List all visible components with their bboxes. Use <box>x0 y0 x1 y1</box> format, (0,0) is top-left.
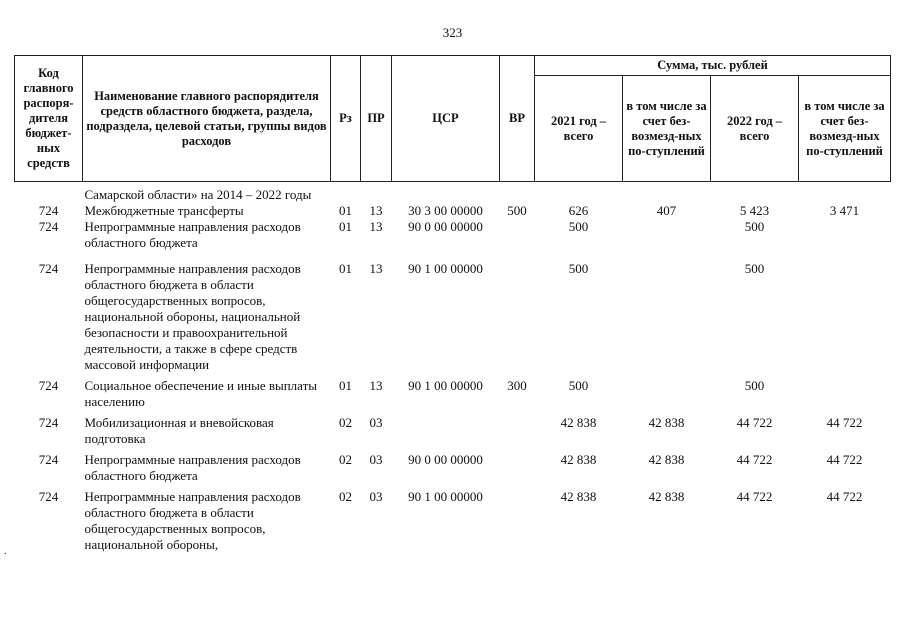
cell-csr: 90 0 00 00000 <box>408 219 483 234</box>
cell-2022-free <box>799 373 891 410</box>
cell-pr: 13 <box>369 203 383 218</box>
cell-name: Непрограммные направления расходов областного бюджета в области общегосударственных вопросов, национальной обороны, <box>84 489 301 552</box>
cell-pr: 13 <box>369 378 383 393</box>
table-row <box>15 373 891 410</box>
cell-code: 724 <box>38 452 59 467</box>
cell-2021-free: 407 <box>656 203 677 218</box>
cell-2021-total: 500 <box>568 261 589 276</box>
cell-2022-free: 44 722 <box>826 452 863 467</box>
cell-name: Непрограммные направления расходов областного бюджета в области общегосударственных вопросов, национальной обороны, национальной безопасности и правоохранительной деятельности, а также в сфере средств массовой информации <box>84 261 301 372</box>
cell-2022-total: 500 <box>744 378 765 393</box>
cell-csr: 30 3 00 00000 <box>408 203 483 218</box>
cell-pr: 03 <box>369 452 383 467</box>
cell-code: 724 <box>38 489 59 504</box>
cell-pr: 13 <box>369 219 383 234</box>
edge-mark: . <box>4 546 7 557</box>
table-row <box>15 447 891 484</box>
cell-2021-free <box>623 219 711 251</box>
cell-rz <box>331 182 361 204</box>
cell-rz: 02 <box>339 489 352 504</box>
header-2022-free: в том числе за счет без-возмезд-ных по-ступлений <box>799 76 891 182</box>
cell-rz: 01 <box>339 378 352 393</box>
cell-name: Межбюджетные трансферты <box>84 203 244 218</box>
cell-2022-total: 500 <box>744 219 765 234</box>
cell-2021-total: 626 <box>568 203 589 218</box>
header-code: Код главного распоря-дителя бюджет-ных средств <box>15 56 83 182</box>
cell-name: Самарской области» на 2014 – 2022 годы <box>84 187 312 202</box>
cell-2021-free: 42 838 <box>648 415 685 430</box>
cell-csr: 90 1 00 00000 <box>408 489 483 504</box>
cell-code: 724 <box>38 203 59 218</box>
cell-csr <box>392 410 500 447</box>
cell-code: 724 <box>38 261 59 276</box>
cell-rz: 02 <box>339 415 352 430</box>
table-row <box>15 203 891 219</box>
header-vr: ВР <box>500 56 535 182</box>
cell-vr <box>500 251 535 373</box>
cell-vr: 500 <box>507 203 527 218</box>
cell-csr: 90 1 00 00000 <box>408 261 483 276</box>
cell-vr <box>500 484 535 553</box>
cell-2022-free <box>799 219 891 251</box>
header-sum: Сумма, тыс. рублей <box>535 56 891 76</box>
page-number: 323 <box>442 25 463 40</box>
cell-2022-total: 44 722 <box>736 452 773 467</box>
cell-2022-total: 44 722 <box>736 415 773 430</box>
cell-name: Непрограммные направления расходов областного бюджета <box>84 452 301 483</box>
cell-2022-free <box>799 251 891 373</box>
header-csr: ЦСР <box>392 56 500 182</box>
cell-2021-total <box>535 182 623 204</box>
cell-rz: 01 <box>339 203 352 218</box>
cell-2022-free: 44 722 <box>826 415 863 430</box>
header-name: Наименование главного распорядителя средств областного бюджета, раздела, подраздела, целевой статьи, группы видов расходов <box>83 56 331 182</box>
cell-vr <box>500 447 535 484</box>
header-rz: Рз <box>331 56 361 182</box>
table-row <box>15 484 891 553</box>
cell-code <box>15 182 83 204</box>
cell-2021-free <box>623 373 711 410</box>
table-header <box>15 56 891 182</box>
cell-name: Мобилизационная и вневойсковая подготовка <box>84 415 274 446</box>
cell-vr: 300 <box>507 378 527 393</box>
header-2021-total: 2021 год – всего <box>535 76 623 182</box>
cell-2021-total: 42 838 <box>560 415 597 430</box>
cell-pr: 13 <box>369 261 383 276</box>
cell-rz: 01 <box>339 261 352 276</box>
cell-vr <box>500 219 535 251</box>
cell-2021-free <box>623 182 711 204</box>
cell-2021-total: 500 <box>568 219 589 234</box>
cell-2022-total: 500 <box>744 261 765 276</box>
cell-name: Непрограммные направления расходов областного бюджета <box>84 219 301 250</box>
table-body <box>15 182 891 554</box>
cell-2021-total: 500 <box>568 378 589 393</box>
cell-2021-total: 42 838 <box>560 452 597 467</box>
cell-2022-free: 44 722 <box>826 489 863 504</box>
cell-2021-total: 42 838 <box>560 489 597 504</box>
cell-rz: 02 <box>339 452 352 467</box>
cell-csr: 90 0 00 00000 <box>408 452 483 467</box>
cell-vr <box>500 410 535 447</box>
cell-2022-total <box>711 182 799 204</box>
table-row <box>15 182 891 204</box>
cell-pr: 03 <box>369 415 383 430</box>
cell-vr <box>500 182 535 204</box>
cell-pr <box>361 182 392 204</box>
table-row <box>15 219 891 251</box>
cell-2022-free <box>799 182 891 204</box>
header-2021-free: в том числе за счет без-возмезд-ных по-ступлений <box>623 76 711 182</box>
cell-2022-total: 5 423 <box>739 203 770 218</box>
budget-table <box>14 55 891 553</box>
table-row <box>15 251 891 373</box>
cell-2022-total: 44 722 <box>736 489 773 504</box>
cell-2022-free: 3 471 <box>829 203 860 218</box>
cell-2021-free <box>623 251 711 373</box>
header-2022-total: 2022 год – всего <box>711 76 799 182</box>
cell-csr: 90 1 00 00000 <box>408 378 483 393</box>
cell-2021-free: 42 838 <box>648 452 685 467</box>
cell-code: 724 <box>38 219 59 234</box>
cell-name: Социальное обеспечение и иные выплаты населению <box>84 378 318 409</box>
cell-code: 724 <box>38 415 59 430</box>
cell-code: 724 <box>38 378 59 393</box>
cell-csr <box>392 182 500 204</box>
cell-2021-free: 42 838 <box>648 489 685 504</box>
table-row <box>15 410 891 447</box>
cell-rz: 01 <box>339 219 352 234</box>
cell-pr: 03 <box>369 489 383 504</box>
header-pr: ПР <box>361 56 392 182</box>
